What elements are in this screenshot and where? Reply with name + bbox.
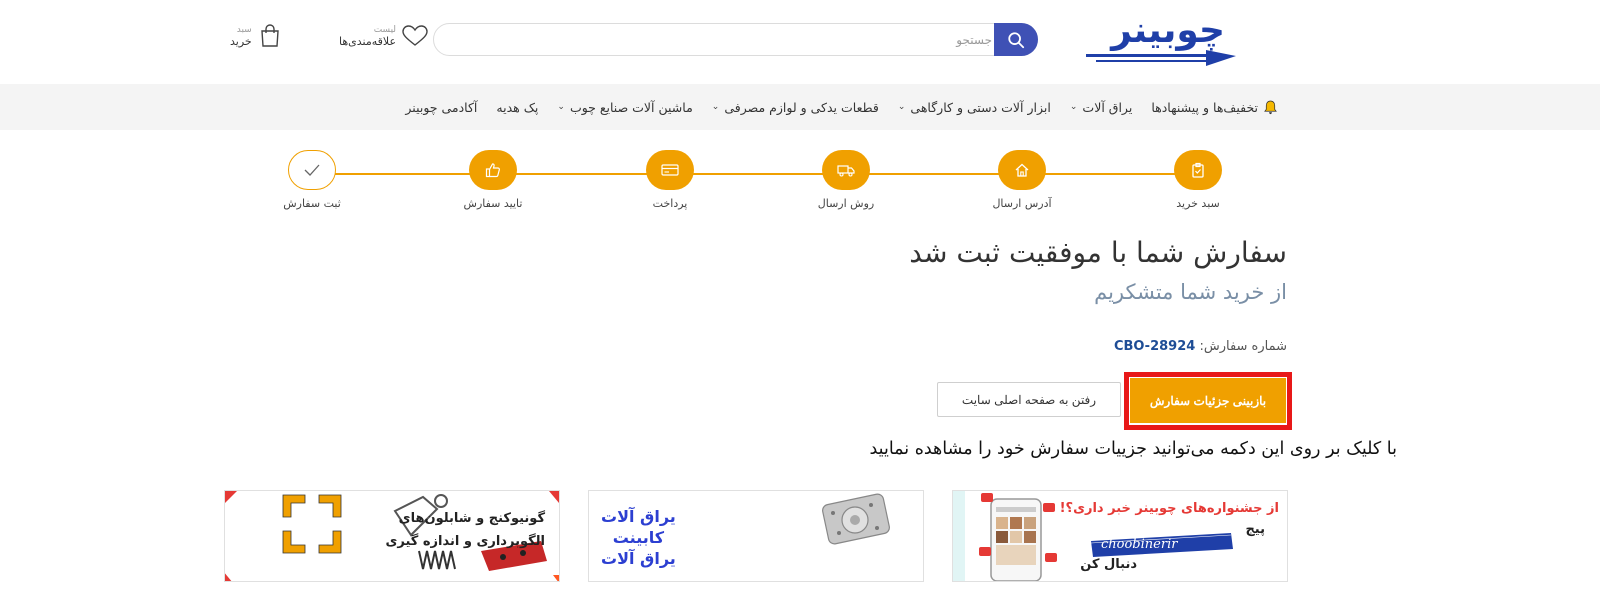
- nav-item-label: آکادمی چوبینر: [405, 99, 478, 115]
- success-subtitle: از خرید شما متشکریم: [1094, 280, 1287, 304]
- banner-cabinet-hardware[interactable]: [588, 490, 924, 582]
- banner-measuring-line1: گونیوکنج و شابلون‌های: [398, 511, 545, 526]
- nav-item-label: ابزار آلات دستی و کارگاهی: [910, 99, 1051, 115]
- chevron-down-icon: ⌄: [557, 102, 565, 112]
- step-label: روش ارسال: [817, 197, 875, 210]
- banner-cabinet-line: یراق آلات: [601, 506, 676, 526]
- step-circle-current: [288, 150, 336, 190]
- step-circle: [822, 150, 870, 190]
- step-payment: [620, 150, 720, 210]
- search-button[interactable]: [994, 23, 1038, 56]
- nav-item-offers[interactable]: [1151, 100, 1278, 115]
- nav-item-label: پک هدیه: [496, 99, 539, 115]
- step-label: سبد خرید: [1176, 197, 1220, 210]
- nav-item-label: ماشین آلات صنایع چوب: [569, 99, 693, 115]
- banner-measuring-tools[interactable]: [224, 490, 560, 582]
- logo-wordmark: چوبینر: [1111, 10, 1225, 51]
- search-bar: [433, 23, 1038, 56]
- nav-item-label: یراق آلات: [1082, 99, 1133, 115]
- banner-cabinet-line: کابینت: [612, 527, 665, 547]
- truck-icon: [837, 163, 855, 177]
- heart-icon: [402, 25, 428, 47]
- nav-item-machinery[interactable]: [557, 100, 692, 115]
- nav-item-hardware[interactable]: [1070, 100, 1132, 115]
- nav-menu: [405, 84, 1278, 130]
- nav-item-label: تخفیف‌ها و پیشنهادها: [1151, 99, 1258, 115]
- banner-cabinet-line: یراق آلات: [601, 548, 676, 568]
- banner-festival[interactable]: [952, 490, 1288, 582]
- step-label: آدرس ارسال: [992, 197, 1052, 210]
- thumbs-up-icon: [485, 162, 501, 178]
- site-header: [0, 0, 1600, 84]
- step-cart: [1148, 150, 1248, 210]
- order-number: [1114, 339, 1287, 354]
- cart-small-label: سبد: [236, 25, 252, 35]
- order-number-code: CBO-28924: [1113, 339, 1196, 354]
- wishlist-link[interactable]: [339, 24, 428, 48]
- cart-label: خرید: [230, 35, 252, 48]
- step-confirm: [443, 150, 543, 210]
- view-order-details-button[interactable]: بازبینی جزئیات سفارش: [1130, 378, 1286, 423]
- shopping-bag-icon: [258, 24, 282, 48]
- step-place-order: [262, 150, 362, 210]
- bell-icon: [1263, 100, 1278, 115]
- card-icon: [661, 163, 679, 177]
- banner-festival-page: پیج: [1245, 522, 1265, 537]
- wishlist-label: علاقه‌مندی‌ها: [339, 35, 397, 48]
- chevron-down-icon: ⌄: [1069, 102, 1078, 112]
- banner-festival-follow: دنبال کن: [1080, 557, 1137, 572]
- step-circle: [469, 150, 517, 190]
- nav-item-spare-parts[interactable]: [712, 100, 879, 115]
- step-circle: [646, 150, 694, 190]
- step-shipping-method: [796, 150, 896, 210]
- step-address: [972, 150, 1072, 210]
- checkout-steps: [0, 150, 1600, 220]
- nav-item-hand-tools[interactable]: [898, 100, 1051, 115]
- order-number-label: شماره سفارش:: [1199, 339, 1287, 354]
- phone-mockup: [991, 499, 1041, 581]
- step-label: ثبت سفارش: [283, 197, 341, 210]
- wishlist-small-label: لیست: [373, 25, 397, 35]
- nav-item-academy[interactable]: [405, 100, 477, 115]
- step-label: پرداخت: [652, 197, 688, 210]
- step-circle: [1174, 150, 1222, 190]
- banner-festival-title: از جشنواره‌های چوبینر خبر داری؟!: [1059, 501, 1279, 516]
- banner-festival-handle: choobinerir: [1101, 537, 1178, 552]
- nav-item-gift-pack[interactable]: [496, 100, 538, 115]
- chevron-down-icon: ⌄: [711, 102, 720, 112]
- choobiner-logo[interactable]: [1076, 4, 1260, 70]
- step-label: تایید سفارش: [463, 197, 523, 210]
- search-icon: [1007, 31, 1025, 49]
- banner-cabinet-text: [601, 491, 676, 582]
- success-title: سفارش شما با موفقیت ثبت شد: [909, 236, 1287, 269]
- banner-measuring-line2: الگوبرداری و اندازه گیری: [385, 534, 545, 549]
- home-icon: [1014, 162, 1030, 178]
- go-home-button[interactable]: رفتن به صفحه اصلی سایت: [937, 382, 1121, 417]
- search-input[interactable]: [452, 24, 992, 55]
- nav-item-label: قطعات یدکی و لوازم مصرفی: [724, 99, 879, 115]
- clipboard-icon: [1190, 162, 1206, 178]
- cart-link[interactable]: [230, 24, 282, 48]
- check-icon: [303, 163, 321, 177]
- step-circle: [998, 150, 1046, 190]
- details-hint-text: با کلیک بر روی این دکمه می‌توانید جزییات سفارش خود را مشاهده نمایید: [869, 439, 1397, 459]
- main-navigation: [0, 84, 1600, 130]
- chevron-down-icon: ⌄: [897, 102, 906, 112]
